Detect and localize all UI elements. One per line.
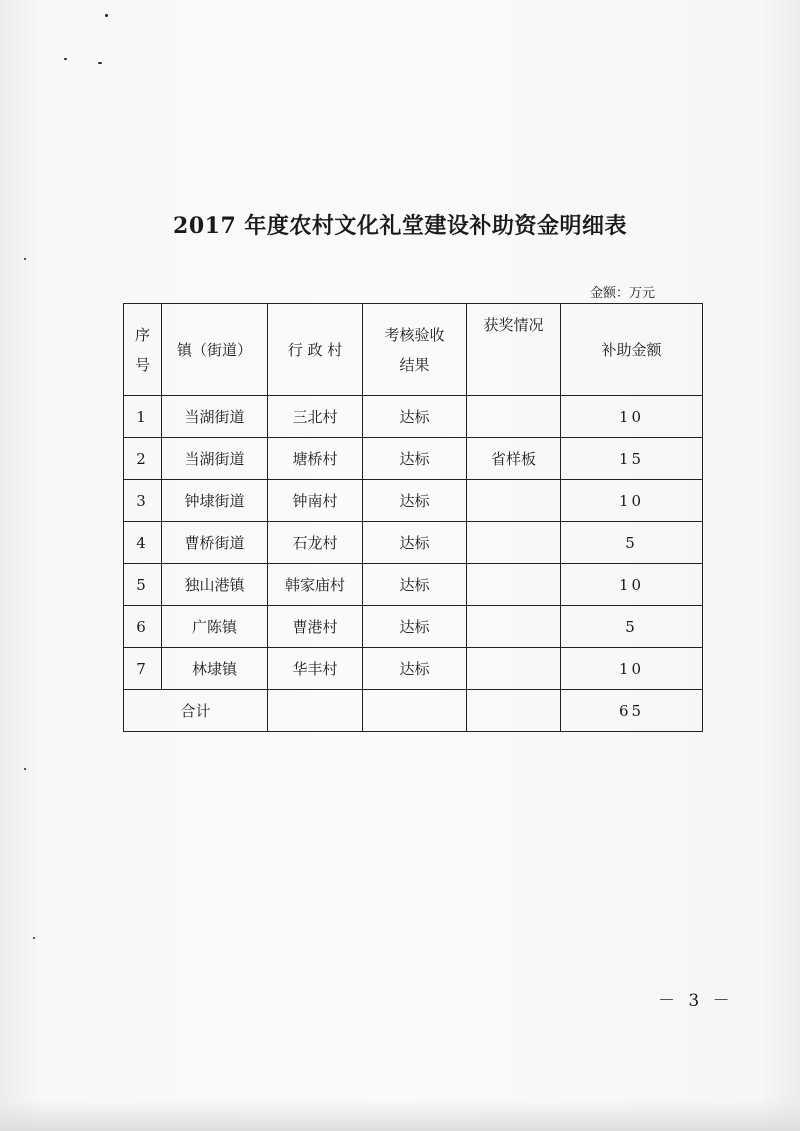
table-row [124, 480, 703, 522]
total-empty-cell [467, 690, 561, 732]
document-title: 2017 年度农村文化礼堂建设补助资金明细表 [173, 213, 627, 239]
cell-amount: 5 [561, 606, 703, 648]
total-empty-cell [268, 690, 363, 732]
cell-award: 省样板 [467, 438, 561, 480]
cell-village: 华丰村 [268, 648, 363, 690]
cell-village: 曹港村 [268, 606, 363, 648]
table-header-row [124, 304, 703, 396]
cell-amount: 15 [561, 438, 703, 480]
table-row [124, 564, 703, 606]
cell-seq: 3 [124, 480, 162, 522]
cell-amount: 10 [561, 564, 703, 606]
cell-amount: 10 [561, 480, 703, 522]
scan-speck [64, 58, 67, 60]
total-amount: 65 [561, 690, 703, 732]
cell-village: 钟南村 [268, 480, 363, 522]
total-empty-cell [363, 690, 467, 732]
cell-seq: 2 [124, 438, 162, 480]
cell-seq: 7 [124, 648, 162, 690]
cell-result: 达标 [363, 438, 467, 480]
header-award: 获奖情况 [467, 304, 561, 396]
table-total-row [124, 690, 703, 732]
cell-result: 达标 [363, 480, 467, 522]
scan-shadow [0, 1100, 800, 1131]
cell-seq: 1 [124, 396, 162, 438]
cell-town: 林埭镇 [162, 648, 268, 690]
header-seq: 序 号 [124, 304, 162, 396]
cell-result: 达标 [363, 522, 467, 564]
header-village: 行 政 村 [268, 304, 363, 396]
cell-result: 达标 [363, 564, 467, 606]
table-row [124, 648, 703, 690]
subsidy-table [123, 303, 703, 732]
header-result: 考核验收 结果 [363, 304, 467, 396]
cell-award [467, 480, 561, 522]
cell-town: 独山港镇 [162, 564, 268, 606]
cell-town: 当湖街道 [162, 396, 268, 438]
scan-speck [105, 14, 108, 17]
cell-village: 韩家庙村 [268, 564, 363, 606]
cell-award [467, 396, 561, 438]
header-amount: 补助金额 [561, 304, 703, 396]
cell-town: 广陈镇 [162, 606, 268, 648]
cell-amount: 10 [561, 648, 703, 690]
cell-town: 当湖街道 [162, 438, 268, 480]
table-row [124, 396, 703, 438]
cell-award [467, 564, 561, 606]
cell-town: 钟埭街道 [162, 480, 268, 522]
cell-village: 塘桥村 [268, 438, 363, 480]
cell-seq: 4 [124, 522, 162, 564]
total-label: 合计 [124, 690, 268, 732]
header-town: 镇（街道） [162, 304, 268, 396]
cell-award [467, 606, 561, 648]
cell-award [467, 648, 561, 690]
scan-speck [24, 258, 26, 260]
cell-amount: 5 [561, 522, 703, 564]
cell-village: 三北村 [268, 396, 363, 438]
cell-town: 曹桥街道 [162, 522, 268, 564]
table-row [124, 438, 703, 480]
cell-seq: 5 [124, 564, 162, 606]
cell-award [467, 522, 561, 564]
cell-village: 石龙村 [268, 522, 363, 564]
scan-speck [24, 768, 26, 770]
scan-speck [98, 62, 102, 64]
cell-result: 达标 [363, 648, 467, 690]
cell-amount: 10 [561, 396, 703, 438]
scan-speck [33, 937, 35, 939]
unit-label: 金额：万元 [590, 286, 656, 301]
cell-seq: 6 [124, 606, 162, 648]
cell-result: 达标 [363, 396, 467, 438]
page-number: － 3 － [658, 991, 734, 1011]
table-row [124, 522, 703, 564]
table-row [124, 606, 703, 648]
cell-result: 达标 [363, 606, 467, 648]
